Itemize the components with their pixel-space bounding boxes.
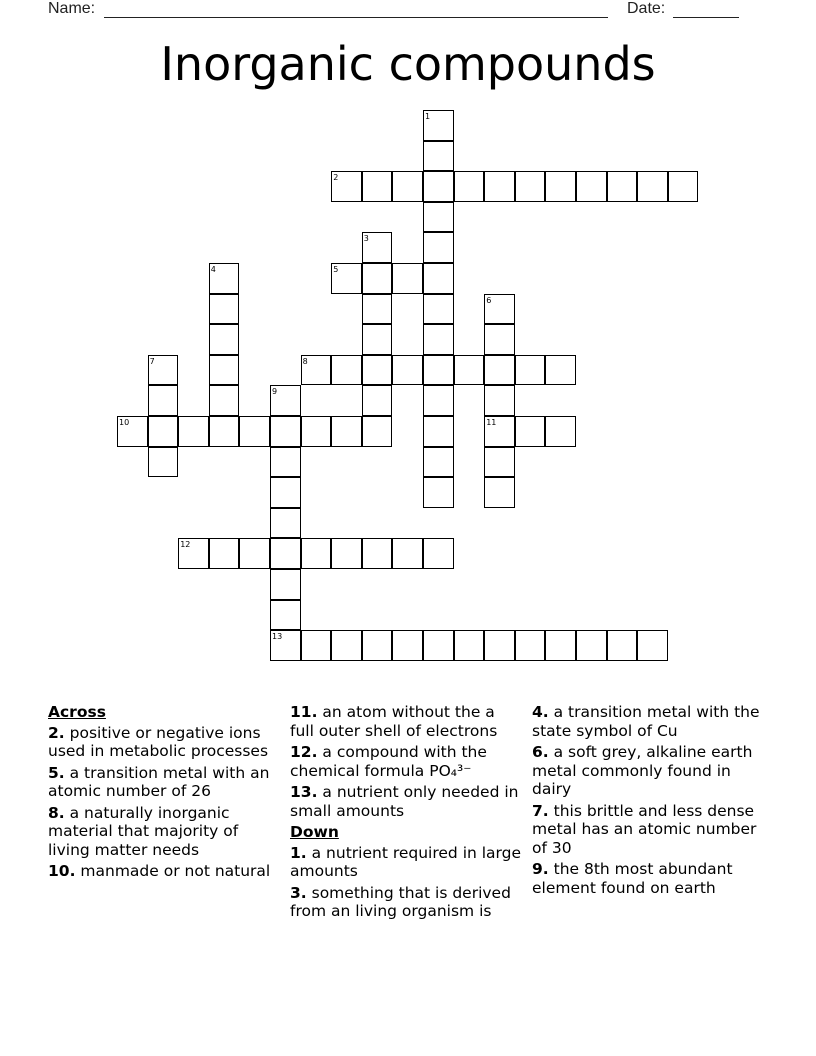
clue-across-8 <box>48 804 280 860</box>
grid-cell[interactable] <box>484 385 515 416</box>
clue-number-label: 9 <box>272 387 278 397</box>
clue-text: something that is derived from an living organism is <box>290 883 511 920</box>
clue-text: a transition metal with an atomic number of 26 <box>48 763 270 800</box>
clue-number-label: 5 <box>333 265 339 274</box>
clue-down-4 <box>532 703 772 740</box>
clue-text: a soft grey, alkaline earth metal commonly found in dairy <box>532 743 753 798</box>
clue-number: 11. <box>290 703 318 721</box>
grid-cell[interactable] <box>545 630 576 661</box>
grid-cell[interactable] <box>209 538 240 569</box>
clue-across-2 <box>48 724 280 761</box>
grid-cell[interactable] <box>545 416 576 447</box>
clue-number-label: 4 <box>210 265 216 274</box>
clue-number: 1. <box>290 843 307 862</box>
grid-cell[interactable] <box>178 416 209 447</box>
clue-text: a naturally inorganic material that majority of living matter needs <box>48 803 239 859</box>
clue-number-label: 2 <box>333 173 339 183</box>
grid-cell[interactable] <box>576 171 607 202</box>
clue-number: 5. <box>48 763 65 782</box>
name-label: Name: <box>48 0 96 17</box>
clue-column-2 <box>290 703 522 924</box>
grid-cell[interactable] <box>637 171 668 202</box>
clue-number-label: 3 <box>363 234 369 244</box>
grid-cell[interactable] <box>423 232 454 263</box>
clue-number-label: 13 <box>272 632 283 642</box>
clue-text: a nutrient only needed in small amounts <box>290 783 519 820</box>
grid-cell[interactable] <box>331 416 362 447</box>
grid-cell[interactable] <box>270 508 301 539</box>
clue-column-3 <box>532 703 772 900</box>
grid-cell[interactable] <box>362 263 393 294</box>
clue-text: a nutrient required in large amounts <box>290 843 522 880</box>
clue-across-11 <box>290 703 522 740</box>
clue-down-7 <box>532 802 772 858</box>
clue-number: 7. <box>532 801 549 820</box>
grid-cell[interactable] <box>423 538 454 569</box>
grid-cell[interactable] <box>637 630 668 661</box>
clue-text: positive or negative ions used in metabolic processes <box>48 723 269 760</box>
page-title: Inorganic compounds <box>160 37 656 91</box>
clue-number: 10. <box>48 862 76 880</box>
grid-cell[interactable] <box>239 538 270 569</box>
clue-text: manmade or not natural <box>80 862 271 880</box>
grid-cell[interactable] <box>423 171 454 202</box>
grid-cell[interactable] <box>301 538 332 569</box>
grid-cell[interactable] <box>209 355 240 386</box>
grid-cell[interactable] <box>423 355 454 386</box>
grid-cell[interactable] <box>423 385 454 416</box>
grid-cell[interactable] <box>423 447 454 478</box>
grid-cell[interactable] <box>331 538 362 569</box>
grid-cell[interactable] <box>148 385 179 416</box>
grid-cell[interactable] <box>362 385 393 416</box>
grid-cell[interactable] <box>454 355 485 386</box>
grid-cell[interactable] <box>362 416 393 447</box>
grid-cell[interactable] <box>484 630 515 661</box>
grid-cell[interactable] <box>484 171 515 202</box>
grid-cell[interactable] <box>668 171 699 202</box>
clue-number-label: 1 <box>425 112 431 121</box>
grid-cell[interactable] <box>239 416 270 447</box>
grid-cell[interactable] <box>576 630 607 661</box>
grid-cell[interactable] <box>301 416 332 447</box>
grid-cell[interactable] <box>545 355 576 386</box>
grid-cell[interactable] <box>270 477 301 508</box>
date-label: Date: <box>627 0 666 17</box>
grid-cell[interactable] <box>392 538 423 569</box>
grid-cell[interactable] <box>270 569 301 600</box>
clue-number: 13. <box>290 783 318 801</box>
grid-cell[interactable] <box>209 385 240 416</box>
clue-across-13 <box>290 783 522 820</box>
grid-cell[interactable] <box>423 630 454 661</box>
clue-across-10 <box>48 862 280 881</box>
clue-number-label: 10 <box>119 418 130 427</box>
grid-cell[interactable] <box>362 630 393 661</box>
clue-number-label: 8 <box>302 356 308 366</box>
clue-across-12 <box>290 743 522 780</box>
grid-cell[interactable] <box>423 263 454 294</box>
down-heading: Down <box>290 823 339 841</box>
clue-down-1 <box>290 844 522 881</box>
clue-number: 8. <box>48 803 65 822</box>
grid-cell[interactable] <box>515 171 546 202</box>
grid-cell[interactable] <box>392 171 423 202</box>
grid-cell[interactable] <box>270 600 301 631</box>
grid-cell[interactable] <box>454 171 485 202</box>
grid-cell[interactable] <box>209 416 240 447</box>
grid-cell[interactable] <box>270 447 301 478</box>
grid-cell[interactable] <box>545 171 576 202</box>
clue-number: 4. <box>532 703 549 721</box>
clue-text: an atom without the a full outer shell of electrons <box>290 703 498 740</box>
grid-cell[interactable] <box>209 294 240 325</box>
clue-number: 3. <box>290 883 307 902</box>
clue-text: a transition metal with the state symbol of Cu <box>532 703 760 740</box>
grid-cell[interactable] <box>607 171 638 202</box>
grid-cell[interactable] <box>484 477 515 508</box>
clue-down-3 <box>290 884 522 921</box>
clue-number: 12. <box>290 743 318 761</box>
grid-cell[interactable] <box>362 355 393 386</box>
clue-number-label: 6 <box>486 295 492 305</box>
clue-number-label: 7 <box>149 356 155 366</box>
clue-number: 2. <box>48 723 65 742</box>
grid-cell[interactable] <box>454 630 485 661</box>
clue-text: the 8th most abundant element found on earth <box>532 860 733 897</box>
clue-across-5 <box>48 764 280 801</box>
clue-down-6 <box>532 743 772 799</box>
grid-cell[interactable] <box>423 202 454 233</box>
grid-cell[interactable] <box>331 630 362 661</box>
grid-cell[interactable] <box>484 324 515 355</box>
clue-text: this brittle and less dense metal has an atomic number of 30 <box>532 801 757 857</box>
grid-cell[interactable] <box>484 447 515 478</box>
grid-cell[interactable] <box>515 630 546 661</box>
grid-cell[interactable] <box>607 630 638 661</box>
grid-cell[interactable] <box>392 355 423 386</box>
grid-cell[interactable] <box>515 416 546 447</box>
grid-cell[interactable] <box>209 324 240 355</box>
grid-cell[interactable] <box>362 324 393 355</box>
grid-cell[interactable] <box>301 630 332 661</box>
clue-number-label: 12 <box>180 540 191 550</box>
grid-cell[interactable] <box>423 477 454 508</box>
clue-number: 9. <box>532 860 549 878</box>
grid-cell[interactable] <box>423 416 454 447</box>
clue-number-label: 11 <box>486 418 497 427</box>
grid-cell[interactable] <box>331 355 362 386</box>
grid-cell[interactable] <box>148 447 179 478</box>
clue-number: 6. <box>532 743 549 761</box>
clue-column-1 <box>48 703 280 884</box>
grid-cell[interactable] <box>392 263 423 294</box>
grid-cell[interactable] <box>515 355 546 386</box>
grid-cell[interactable] <box>423 324 454 355</box>
across-heading: Across <box>48 703 106 721</box>
grid-cell[interactable] <box>362 171 393 202</box>
grid-cell[interactable] <box>362 294 393 325</box>
clue-down-9 <box>532 860 772 897</box>
grid-cell[interactable] <box>270 416 301 447</box>
grid-cell[interactable] <box>484 355 515 386</box>
grid-cell[interactable] <box>270 538 301 569</box>
grid-cell[interactable] <box>148 416 179 447</box>
grid-cell[interactable] <box>423 141 454 172</box>
clue-text: a compound with the chemical formula PO₄³⁻ <box>290 743 487 780</box>
grid-cell[interactable] <box>392 630 423 661</box>
grid-cell[interactable] <box>423 294 454 325</box>
grid-cell[interactable] <box>362 538 393 569</box>
